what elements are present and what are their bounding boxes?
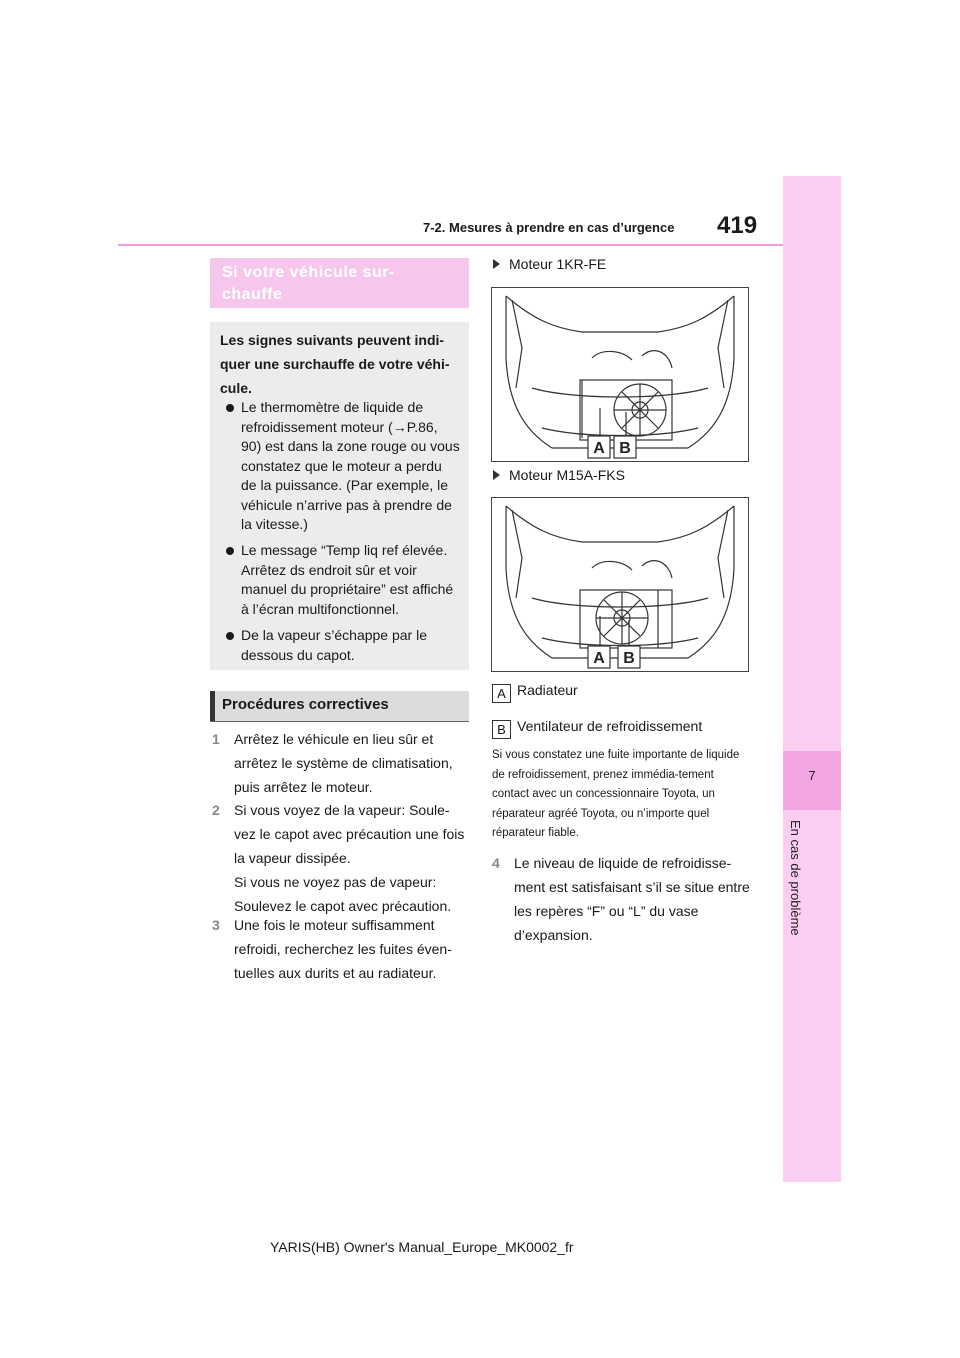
step-text: Le niveau de liquide de refroidisse-ment est satisfaisant s’il se situe entre les repères “F” ou “L” du vase d’expansion.	[514, 855, 750, 943]
legend-key-b: B	[492, 720, 511, 739]
engine-bay-illustration	[492, 498, 748, 671]
heading-overheat-text: Si votre véhicule sur-chauffe	[222, 264, 395, 303]
engine-bay-figure-2	[491, 497, 749, 672]
signs-intro: Les signes suivants peuvent indi-quer une surchauffe de votre véhi-cule.	[220, 332, 450, 396]
step-4	[492, 851, 754, 947]
heading-bar	[210, 691, 215, 721]
bullet-dot-icon	[226, 404, 234, 412]
label-a: A	[593, 650, 605, 667]
engine-bay-illustration	[492, 288, 748, 461]
step-text: Une fois le moteur suffisamment refroidi, recherchez les fuites éven-tuelles aux durits et au radiateur.	[234, 917, 452, 981]
engine-caption-2	[493, 467, 625, 483]
page-number: 419	[717, 212, 758, 239]
engine-caption-text: Moteur 1KR-FE	[509, 256, 607, 272]
bullet-text: De la vapeur s’échappe par le dessous du capot.	[241, 627, 428, 663]
legend-key-a: A	[492, 684, 511, 703]
header-rule	[118, 244, 783, 246]
step-text: Si vous voyez de la vapeur: Soule-vez le capot avec précaution une fois la vapeur dissipée.	[234, 802, 465, 866]
heading-corrective	[210, 691, 469, 722]
label-a: A	[593, 440, 605, 457]
heading-overheat	[210, 258, 469, 308]
footer-manual-id: YARIS(HB) Owner's Manual_Europe_MK0002_fr	[270, 1239, 574, 1255]
chapter-title-text: En cas de problème	[788, 820, 803, 936]
engine-bay-figure-1	[491, 287, 749, 462]
step-2	[212, 798, 470, 918]
step-text: Arrêtez le véhicule en lieu sûr et arrêtez le système de climatisation, puis arrêtez le moteur.	[234, 731, 453, 795]
bullet-dot-icon	[226, 632, 234, 640]
engine-caption-text: Moteur M15A-FKS	[509, 467, 625, 483]
signs-box	[210, 322, 469, 670]
legend-text: Ventilateur de refroidissement	[517, 718, 703, 734]
step-number: 3	[212, 917, 220, 933]
bullet-dot-icon	[226, 547, 234, 555]
chapter-title	[788, 820, 808, 960]
triangle-bullet-icon	[493, 259, 500, 269]
chapter-number: 7	[808, 768, 816, 783]
bullet-item	[226, 626, 461, 665]
step-number: 4	[492, 855, 500, 871]
bullet-text: Le message “Temp liq ref élevée. Arrêtez ds endroit sûr et voir manuel du propriétaire” est affiché à l’écran multifonctionnel.	[241, 542, 454, 617]
step-text-2: Si vous ne voyez pas de vapeur: Soulevez le capot avec précaution.	[234, 874, 452, 914]
step-3	[212, 913, 470, 985]
step-number: 2	[212, 802, 220, 818]
step-number: 1	[212, 731, 220, 747]
bullet-text: Le thermomètre de liquide de refroidissement moteur (→P.86, 90) est dans la zone rouge ou vous constatez que le moteur a perdu de la puissance. (Par exemple, le véhicule n’arrive pas à prendre de la vitesse.)	[241, 399, 460, 532]
label-b: B	[623, 650, 635, 667]
engine-caption-1	[493, 256, 606, 272]
section-title: 7-2. Mesures à prendre en cas d’urgence	[423, 220, 675, 235]
heading-corrective-text: Procédures correctives	[222, 696, 389, 713]
step-1	[212, 727, 470, 799]
leak-note: Si vous constatez une fuite importante de liquide de refroidissement, prenez immédia-tement contact avec un concessionnaire Toyota, un réparateur agréé Toyota, ou n’importe quel réparateur fiable.	[492, 749, 740, 839]
bullet-item	[226, 541, 461, 619]
legend-fan	[492, 718, 702, 739]
bullet-item	[226, 398, 461, 535]
triangle-bullet-icon	[493, 470, 500, 480]
legend-radiator	[492, 682, 578, 703]
label-b: B	[619, 440, 631, 457]
side-tab-band	[783, 176, 841, 1182]
legend-text: Radiateur	[517, 682, 578, 698]
